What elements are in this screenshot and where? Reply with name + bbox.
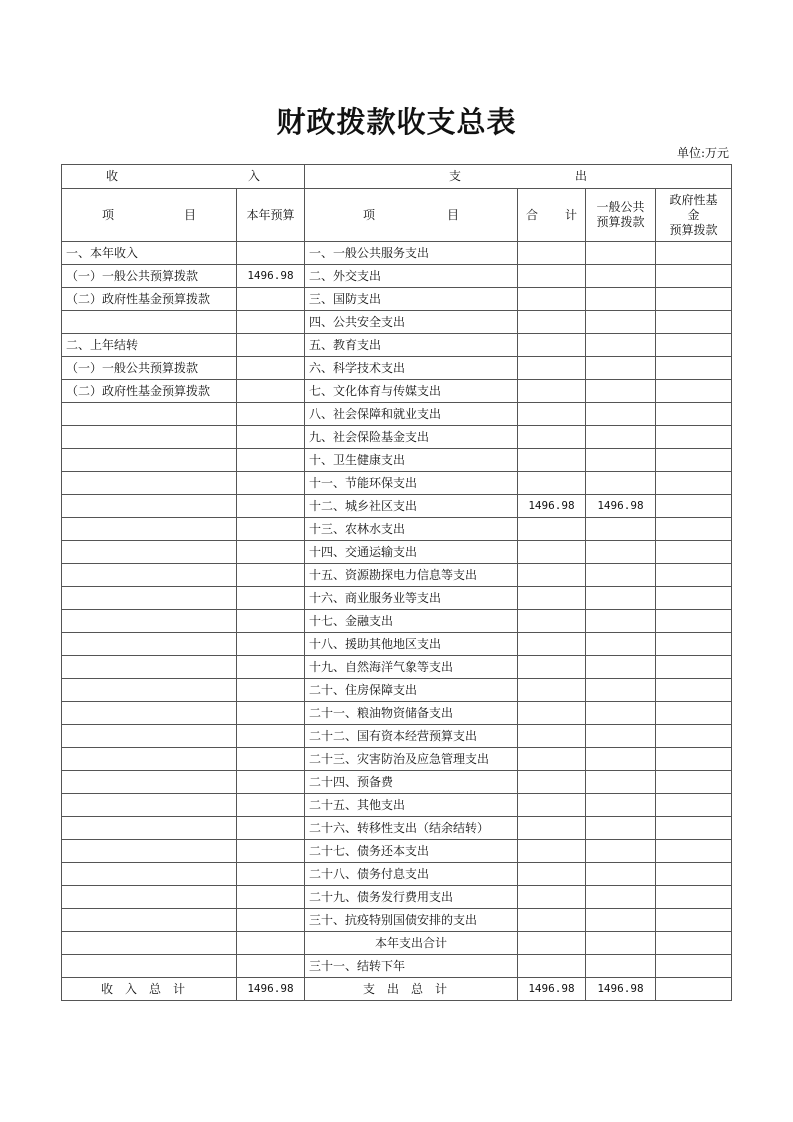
expense-fund-cell xyxy=(656,288,732,311)
expense-item-cell: 十四、交通运输支出 xyxy=(305,541,518,564)
table-row xyxy=(62,771,732,794)
expense-fund-cell xyxy=(656,656,732,679)
expense-fund-cell xyxy=(656,334,732,357)
income-budget-cell xyxy=(237,817,305,840)
expense-fund-cell xyxy=(656,610,732,633)
expense-general-cell xyxy=(586,909,656,932)
expense-general-cell xyxy=(586,541,656,564)
expense-fund-cell xyxy=(656,518,732,541)
income-item-cell xyxy=(62,311,237,334)
expense-total-cell xyxy=(518,702,586,725)
expense-fund-cell xyxy=(656,932,732,955)
income-item-cell: 二、上年结转 xyxy=(62,334,237,357)
expense-total-cell xyxy=(518,403,586,426)
expense-item-cell: 二十八、债务付息支出 xyxy=(305,863,518,886)
table-row xyxy=(62,495,732,518)
income-item-cell xyxy=(62,426,237,449)
income-item-cell xyxy=(62,449,237,472)
expense-fund-cell xyxy=(656,449,732,472)
income-item-cell xyxy=(62,656,237,679)
expense-fund-cell xyxy=(656,748,732,771)
expense-fund-cell xyxy=(656,357,732,380)
expense-general-cell xyxy=(586,656,656,679)
expense-general-cell xyxy=(586,426,656,449)
income-budget-cell xyxy=(237,633,305,656)
income-budget-cell xyxy=(237,863,305,886)
expense-total-cell xyxy=(518,771,586,794)
expense-general-cell xyxy=(586,403,656,426)
table-row xyxy=(62,932,732,955)
income-budget-cell xyxy=(237,357,305,380)
expense-total-cell xyxy=(518,518,586,541)
table-row xyxy=(62,955,732,978)
expense-general-cell xyxy=(586,449,656,472)
expense-fund-cell xyxy=(656,886,732,909)
expense-item-cell: 十二、城乡社区支出 xyxy=(305,495,518,518)
expense-item-cell: 二十、住房保障支出 xyxy=(305,679,518,702)
income-item-cell xyxy=(62,679,237,702)
expense-gov-fund-header xyxy=(656,189,732,242)
expense-item-header xyxy=(305,189,518,242)
expense-item-char-2: 目 xyxy=(446,207,459,222)
table-row xyxy=(62,265,732,288)
income-item-cell xyxy=(62,771,237,794)
expense-total-char-1: 合 xyxy=(526,207,539,222)
income-budget-cell xyxy=(237,472,305,495)
expense-total-cell: 1496.98 xyxy=(518,495,586,518)
table-row xyxy=(62,541,732,564)
expense-fund-cell xyxy=(656,725,732,748)
income-budget-cell xyxy=(237,794,305,817)
gov-fund-line-1: 政府性基 xyxy=(669,192,718,207)
expense-fund-cell xyxy=(656,587,732,610)
income-item-cell xyxy=(62,748,237,771)
income-budget-cell xyxy=(237,679,305,702)
expense-total-cell xyxy=(518,472,586,495)
expense-item-cell: 二十九、债务发行费用支出 xyxy=(305,886,518,909)
income-item-cell xyxy=(62,840,237,863)
expense-item-cell: 十六、商业服务业等支出 xyxy=(305,587,518,610)
expense-item-cell: 八、社会保障和就业支出 xyxy=(305,403,518,426)
income-item-cell xyxy=(62,541,237,564)
expense-general-cell xyxy=(586,242,656,265)
income-item-header xyxy=(62,189,237,242)
expense-total-cell xyxy=(518,449,586,472)
expense-general-cell xyxy=(586,840,656,863)
expense-total-cell xyxy=(518,610,586,633)
expense-total-cell xyxy=(518,357,586,380)
income-budget-cell xyxy=(237,449,305,472)
income-item-cell xyxy=(62,587,237,610)
income-item-cell xyxy=(62,863,237,886)
expense-item-cell: 九、社会保险基金支出 xyxy=(305,426,518,449)
expense-total-cell xyxy=(518,794,586,817)
fiscal-summary-table xyxy=(61,164,732,1001)
income-budget-cell xyxy=(237,932,305,955)
income-budget-cell xyxy=(237,702,305,725)
expense-fund-cell xyxy=(656,771,732,794)
expense-general-cell xyxy=(586,748,656,771)
income-item-cell xyxy=(62,610,237,633)
expense-total-char-2: 计 xyxy=(564,207,577,222)
income-budget-cell xyxy=(237,656,305,679)
income-item-char-2: 目 xyxy=(183,207,196,222)
expense-general-cell xyxy=(586,932,656,955)
expense-item-cell: 十五、资源勘探电力信息等支出 xyxy=(305,564,518,587)
expense-total-cell xyxy=(518,817,586,840)
table-row xyxy=(62,702,732,725)
expense-total-cell xyxy=(518,679,586,702)
gov-fund-line-2: 金 xyxy=(687,207,700,222)
expense-item-cell: 二十二、国有资本经营预算支出 xyxy=(305,725,518,748)
expense-item-cell: 二十六、转移性支出（结余结转） xyxy=(305,817,518,840)
expense-group-header xyxy=(305,165,732,189)
income-item-cell xyxy=(62,702,237,725)
income-budget-cell xyxy=(237,311,305,334)
expense-general-cell xyxy=(586,702,656,725)
expense-total-cell xyxy=(518,955,586,978)
expense-total-cell xyxy=(518,242,586,265)
expense-general-cell xyxy=(586,311,656,334)
income-total-label: 收入总计 xyxy=(62,978,237,1001)
expense-fund-cell xyxy=(656,265,732,288)
expense-item-cell: 十一、节能环保支出 xyxy=(305,472,518,495)
expense-general-cell xyxy=(586,265,656,288)
expense-general-cell xyxy=(586,771,656,794)
expense-general-cell xyxy=(586,955,656,978)
income-budget-cell xyxy=(237,334,305,357)
expense-total-cell xyxy=(518,840,586,863)
expense-total-cell xyxy=(518,932,586,955)
income-item-cell xyxy=(62,909,237,932)
expense-item-cell: 四、公共安全支出 xyxy=(305,311,518,334)
expense-total-cell xyxy=(518,863,586,886)
income-budget-cell xyxy=(237,288,305,311)
table-row xyxy=(62,518,732,541)
expense-item-char-1: 项 xyxy=(363,207,376,222)
expense-total-cell xyxy=(518,909,586,932)
table-row xyxy=(62,679,732,702)
income-item-cell: 一、本年收入 xyxy=(62,242,237,265)
expense-general-cell xyxy=(586,886,656,909)
income-item-cell xyxy=(62,794,237,817)
expense-item-cell: 十七、金融支出 xyxy=(305,610,518,633)
expense-fund-cell xyxy=(656,403,732,426)
expense-general-cell xyxy=(586,633,656,656)
expense-general-cell: 1496.98 xyxy=(586,495,656,518)
unit-label: 单位:万元 xyxy=(676,146,729,160)
header-row-group xyxy=(62,165,732,189)
expense-general-cell xyxy=(586,357,656,380)
expense-fund-cell xyxy=(656,495,732,518)
expense-general-cell xyxy=(586,472,656,495)
expense-item-cell: 二十五、其他支出 xyxy=(305,794,518,817)
expense-total-cell xyxy=(518,748,586,771)
income-budget-cell xyxy=(237,725,305,748)
expense-general-cell xyxy=(586,817,656,840)
expense-fund-total-value xyxy=(656,978,732,1001)
expense-total-cell xyxy=(518,564,586,587)
expense-total-cell xyxy=(518,334,586,357)
income-budget-cell xyxy=(237,426,305,449)
expense-fund-cell xyxy=(656,794,732,817)
income-budget-cell xyxy=(237,541,305,564)
table-row xyxy=(62,794,732,817)
expense-general-total-value: 1496.98 xyxy=(586,978,656,1001)
expense-general-header: 一般公共预算拨款 xyxy=(586,189,656,242)
expense-general-cell xyxy=(586,679,656,702)
income-item-cell xyxy=(62,633,237,656)
expense-total-cell xyxy=(518,288,586,311)
expense-item-cell: 五、教育支出 xyxy=(305,334,518,357)
income-item-cell xyxy=(62,817,237,840)
expense-fund-cell xyxy=(656,909,732,932)
income-item-char-1: 项 xyxy=(102,207,115,222)
expense-total-cell xyxy=(518,380,586,403)
income-budget-cell xyxy=(237,587,305,610)
income-total-value: 1496.98 xyxy=(237,978,305,1001)
expense-item-cell: 十、卫生健康支出 xyxy=(305,449,518,472)
expense-item-cell: 三十一、结转下年 xyxy=(305,955,518,978)
expense-item-cell: 三、国防支出 xyxy=(305,288,518,311)
totals-row xyxy=(62,978,732,1001)
expense-total-value: 1496.98 xyxy=(518,978,586,1001)
income-item-cell xyxy=(62,495,237,518)
expense-general-cell xyxy=(586,288,656,311)
income-budget-cell xyxy=(237,610,305,633)
income-item-cell xyxy=(62,955,237,978)
income-item-cell: （一）一般公共预算拨款 xyxy=(62,357,237,380)
table-row xyxy=(62,380,732,403)
expense-general-cell xyxy=(586,564,656,587)
income-item-cell xyxy=(62,886,237,909)
expense-general-cell xyxy=(586,334,656,357)
table-row xyxy=(62,610,732,633)
table-row xyxy=(62,725,732,748)
expense-general-cell xyxy=(586,794,656,817)
income-budget-cell: 1496.98 xyxy=(237,265,305,288)
income-budget-cell xyxy=(237,403,305,426)
table-row xyxy=(62,403,732,426)
income-group-header xyxy=(62,165,305,189)
expense-item-cell: 一、一般公共服务支出 xyxy=(305,242,518,265)
expense-total-cell xyxy=(518,886,586,909)
table-row xyxy=(62,748,732,771)
expense-fund-cell xyxy=(656,679,732,702)
expense-item-cell: 二十四、预备费 xyxy=(305,771,518,794)
income-item-cell xyxy=(62,725,237,748)
income-group-char-2: 入 xyxy=(247,169,260,183)
expense-general-cell xyxy=(586,725,656,748)
table-row xyxy=(62,334,732,357)
expense-fund-cell xyxy=(656,863,732,886)
expense-item-cell: 二、外交支出 xyxy=(305,265,518,288)
income-budget-cell xyxy=(237,518,305,541)
income-budget-header: 本年预算 xyxy=(237,189,305,242)
expense-general-cell xyxy=(586,863,656,886)
expense-fund-cell xyxy=(656,702,732,725)
expense-item-cell: 二十三、灾害防治及应急管理支出 xyxy=(305,748,518,771)
expense-general-cell xyxy=(586,587,656,610)
expense-fund-cell xyxy=(656,472,732,495)
expense-item-cell: 三十、抗疫特别国债安排的支出 xyxy=(305,909,518,932)
income-group-char-1: 收 xyxy=(106,169,119,183)
expense-fund-cell xyxy=(656,311,732,334)
expense-fund-cell xyxy=(656,426,732,449)
table-row xyxy=(62,633,732,656)
table-row xyxy=(62,863,732,886)
expense-item-cell: 二十一、粮油物资储备支出 xyxy=(305,702,518,725)
expense-fund-cell xyxy=(656,817,732,840)
header-row-columns xyxy=(62,189,732,242)
income-budget-cell xyxy=(237,886,305,909)
expense-fund-cell xyxy=(656,955,732,978)
table-row xyxy=(62,587,732,610)
expense-fund-cell xyxy=(656,633,732,656)
expense-total-cell xyxy=(518,633,586,656)
expense-total-header xyxy=(518,189,586,242)
income-budget-cell xyxy=(237,495,305,518)
table-row xyxy=(62,817,732,840)
income-budget-cell xyxy=(237,564,305,587)
expense-total-cell xyxy=(518,541,586,564)
income-item-cell xyxy=(62,932,237,955)
income-budget-cell xyxy=(237,748,305,771)
table-row xyxy=(62,426,732,449)
expense-item-cell: 七、文化体育与传媒支出 xyxy=(305,380,518,403)
expense-fund-cell xyxy=(656,840,732,863)
table-row xyxy=(62,472,732,495)
table-row xyxy=(62,311,732,334)
expense-fund-cell xyxy=(656,541,732,564)
expense-fund-cell xyxy=(656,242,732,265)
income-item-cell xyxy=(62,403,237,426)
income-budget-cell xyxy=(237,771,305,794)
table-row xyxy=(62,449,732,472)
expense-item-cell: 十八、援助其他地区支出 xyxy=(305,633,518,656)
table-row xyxy=(62,886,732,909)
expense-general-cell xyxy=(586,518,656,541)
expense-total-cell xyxy=(518,656,586,679)
page-title: 财政拨款收支总表 xyxy=(276,105,517,139)
table-row xyxy=(62,357,732,380)
income-budget-cell xyxy=(237,380,305,403)
expense-general-cell xyxy=(586,380,656,403)
income-item-cell: （二）政府性基金预算拨款 xyxy=(62,380,237,403)
gov-fund-line-3: 预算拨款 xyxy=(669,222,718,237)
income-budget-cell xyxy=(237,955,305,978)
income-item-cell xyxy=(62,518,237,541)
income-item-cell: （一）一般公共预算拨款 xyxy=(62,265,237,288)
expense-total-cell xyxy=(518,725,586,748)
income-budget-cell xyxy=(237,909,305,932)
table-row xyxy=(62,909,732,932)
expense-total-cell xyxy=(518,311,586,334)
table-row xyxy=(62,242,732,265)
expense-fund-cell xyxy=(656,564,732,587)
expense-item-cell: 本年支出合计 xyxy=(305,932,518,955)
table-row xyxy=(62,656,732,679)
expense-item-cell: 六、科学技术支出 xyxy=(305,357,518,380)
expense-total-cell xyxy=(518,587,586,610)
expense-general-cell xyxy=(586,610,656,633)
expense-total-label: 支出总计 xyxy=(305,978,518,1001)
expense-item-cell: 十九、自然海洋气象等支出 xyxy=(305,656,518,679)
expense-item-cell: 二十七、债务还本支出 xyxy=(305,840,518,863)
expense-item-cell: 十三、农林水支出 xyxy=(305,518,518,541)
income-item-cell xyxy=(62,472,237,495)
income-item-cell: （二）政府性基金预算拨款 xyxy=(62,288,237,311)
expense-group-char-2: 出 xyxy=(575,169,588,183)
income-budget-cell xyxy=(237,242,305,265)
expense-fund-cell xyxy=(656,380,732,403)
table-row xyxy=(62,840,732,863)
table-row xyxy=(62,288,732,311)
expense-group-char-1: 支 xyxy=(449,169,462,183)
expense-total-cell xyxy=(518,265,586,288)
expense-total-cell xyxy=(518,426,586,449)
income-item-cell xyxy=(62,564,237,587)
income-budget-cell xyxy=(237,840,305,863)
table-row xyxy=(62,564,732,587)
